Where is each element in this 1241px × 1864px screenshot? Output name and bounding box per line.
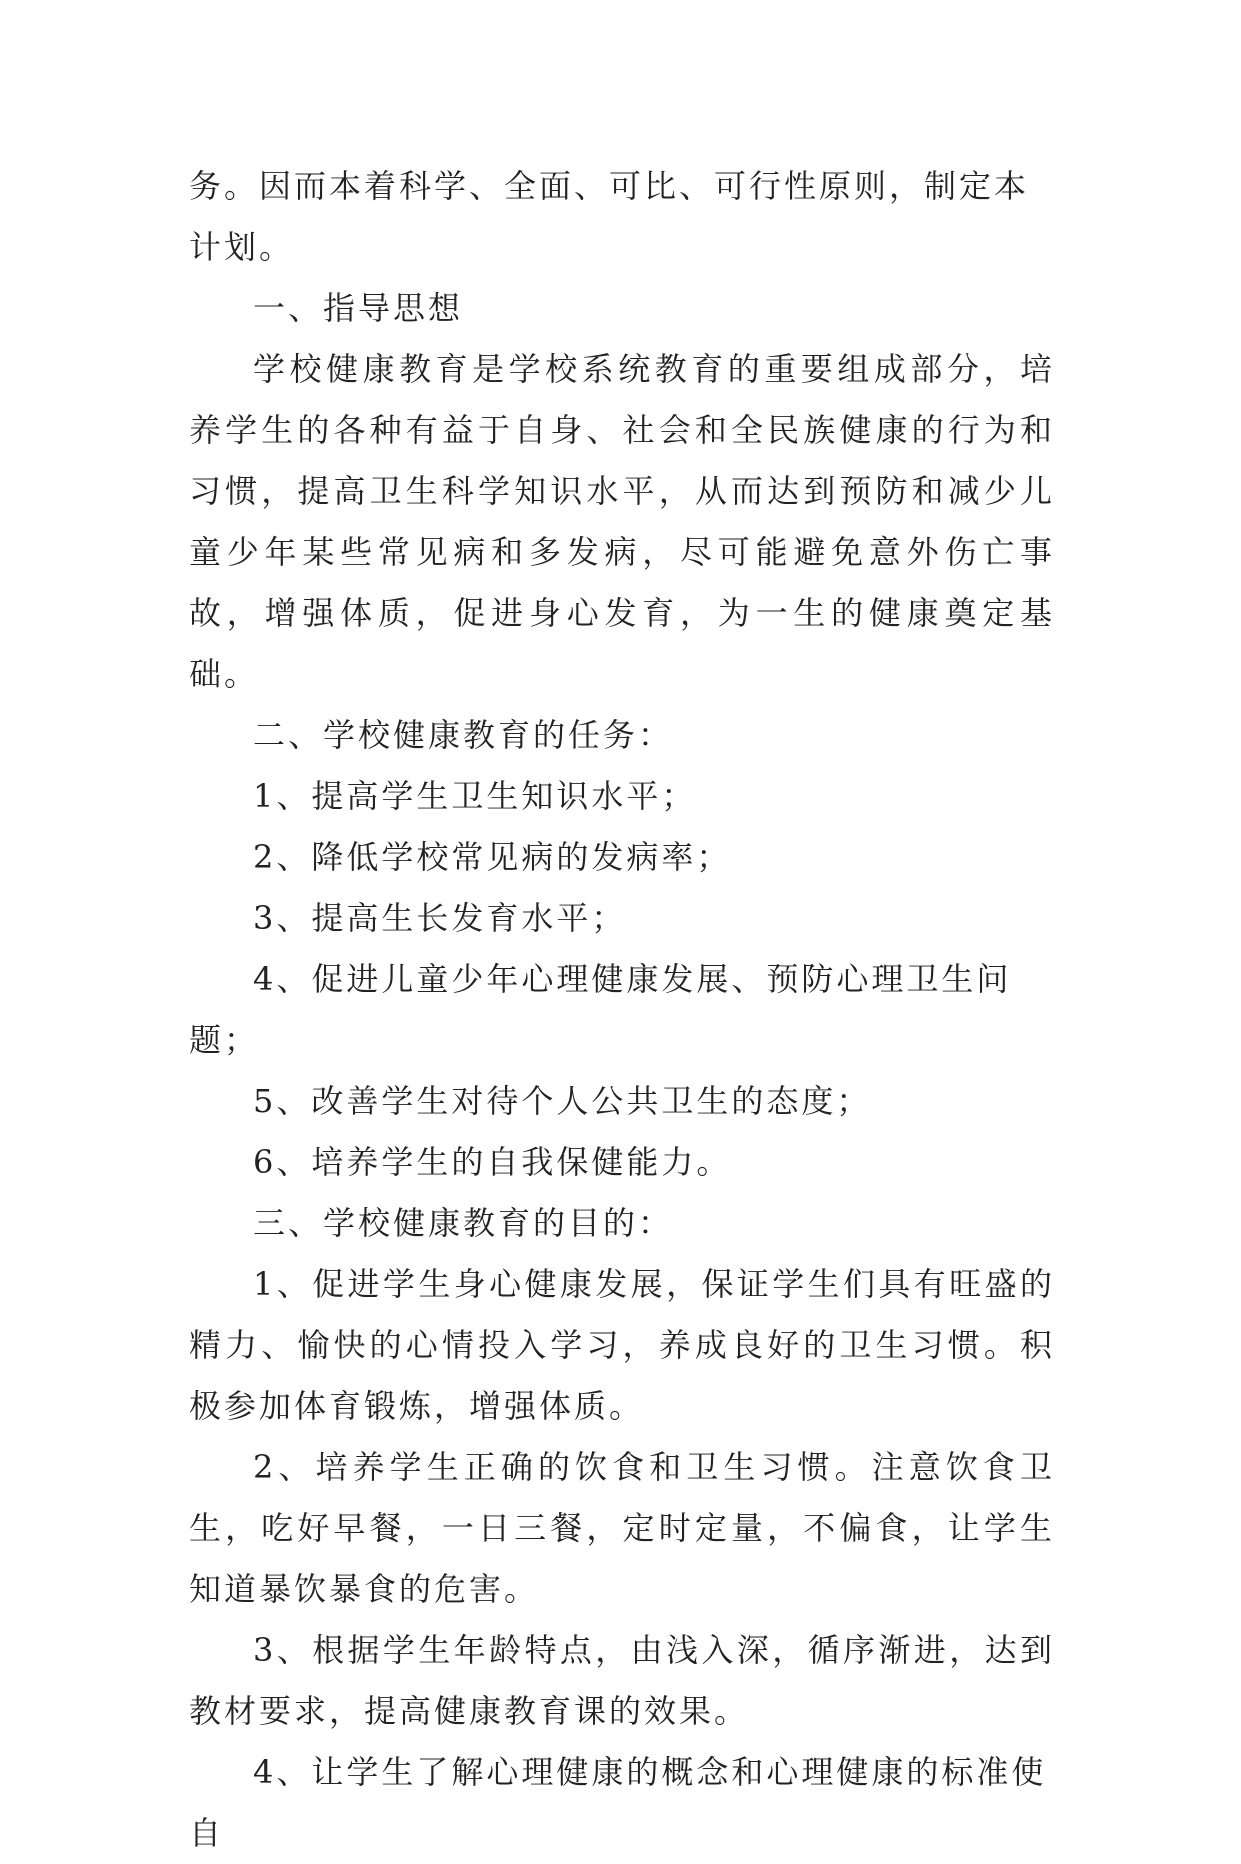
- purpose-item-4: 4、让学生了解心理健康的概念和心理健康的标准使自: [189, 1753, 1047, 1852]
- purpose-item-1: 1、促进学生身心健康发展，保证学生们具有旺盛的精力、愉快的心情投入学习，养成良好的卫生习惯。积极参加体育锻炼，增强体质。: [189, 1265, 1055, 1425]
- document-body: [189, 156, 1055, 1864]
- section-heading-purpose: 三、学校健康教育的目的：: [253, 1204, 674, 1242]
- paragraph-guiding-ideology: 学校健康教育是学校系统教育的重要组成部分，培养学生的各种有益于自身、社会和全民族健康的行为和习惯，提高卫生科学知识水平，从而达到预防和减少儿童少年某些常见病和多发病，尽可能避免意外伤亡事故，增强体质，促进身心发育，为一生的健康奠定基础。: [189, 350, 1055, 693]
- section-heading-guiding-ideology: 一、指导思想: [253, 289, 464, 327]
- task-item-3: 3、提高生长发育水平；: [253, 899, 627, 937]
- purpose-item-2: 2、培养学生正确的饮食和卫生习惯。注意饮食卫生，吃好早餐，一日三餐，定时定量，不偏食，让学生知道暴饮暴食的危害。: [189, 1448, 1055, 1608]
- task-item-4: 4、促进儿童少年心理健康发展、预防心理卫生问题；: [189, 960, 1012, 1059]
- purpose-item-3: 3、根据学生年龄特点，由浅入深，循序渐进，达到教材要求，提高健康教育课的效果。: [189, 1631, 1055, 1730]
- task-item-2: 2、降低学校常见病的发病率；: [253, 838, 732, 876]
- section-heading-tasks: 二、学校健康教育的任务：: [253, 716, 674, 754]
- task-item-5: 5、改善学生对待个人公共卫生的态度；: [253, 1082, 872, 1120]
- paragraph-continuation: 务。因而本着科学、全面、可比、可行性原则，制定本计划。: [189, 167, 1030, 266]
- task-item-6: 6、培养学生的自我保健能力。: [253, 1143, 732, 1181]
- task-item-1: 1、提高学生卫生知识水平；: [253, 777, 697, 815]
